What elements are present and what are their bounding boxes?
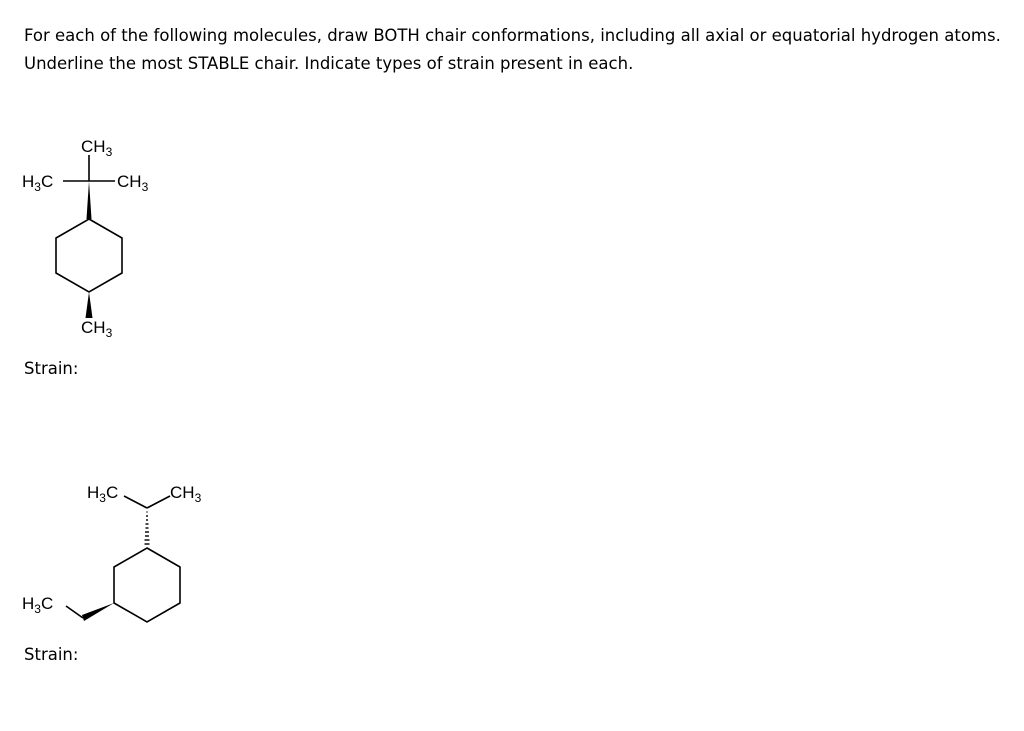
molecule-2-left-wedge: [82, 603, 114, 621]
strain-label-2: Strain:: [24, 645, 79, 664]
molecule-1-right-label: $CH_3$: [117, 172, 149, 194]
molecule-1-bottom-label: $CH_3$: [81, 318, 113, 340]
molecule-2-methyl-bond: [66, 606, 83, 618]
molecule-1-left-label: $H_3C$: [22, 172, 54, 194]
molecule-2-hashed-bond: [145, 512, 150, 544]
instruction-line-2: Underline the most STABLE chair. Indicate types of strain present in each.: [24, 54, 634, 73]
strain-label-1: Strain:: [24, 359, 79, 378]
instruction-line-1: For each of the following molecules, draw BOTH chair conformations, including all axial or equatorial hydrogen atoms.: [24, 26, 1001, 45]
molecule-2-ring: [114, 548, 180, 622]
molecule-1-ring: [56, 219, 122, 292]
molecule-1-top-label: $CH_3$: [81, 137, 113, 159]
molecule-2-isopropyl-bond-left: [124, 496, 147, 508]
molecule-2-top-right-label: $CH_3$: [170, 483, 202, 505]
molecule-2-left-label: $H_3C$: [22, 594, 54, 616]
molecule-2-isopropyl-bond-right: [147, 496, 170, 508]
molecule-1-bottom-wedge: [86, 292, 93, 318]
molecule-2-top-left-label: $H_3C$: [87, 483, 119, 505]
molecule-1-top-wedge: [87, 181, 92, 219]
